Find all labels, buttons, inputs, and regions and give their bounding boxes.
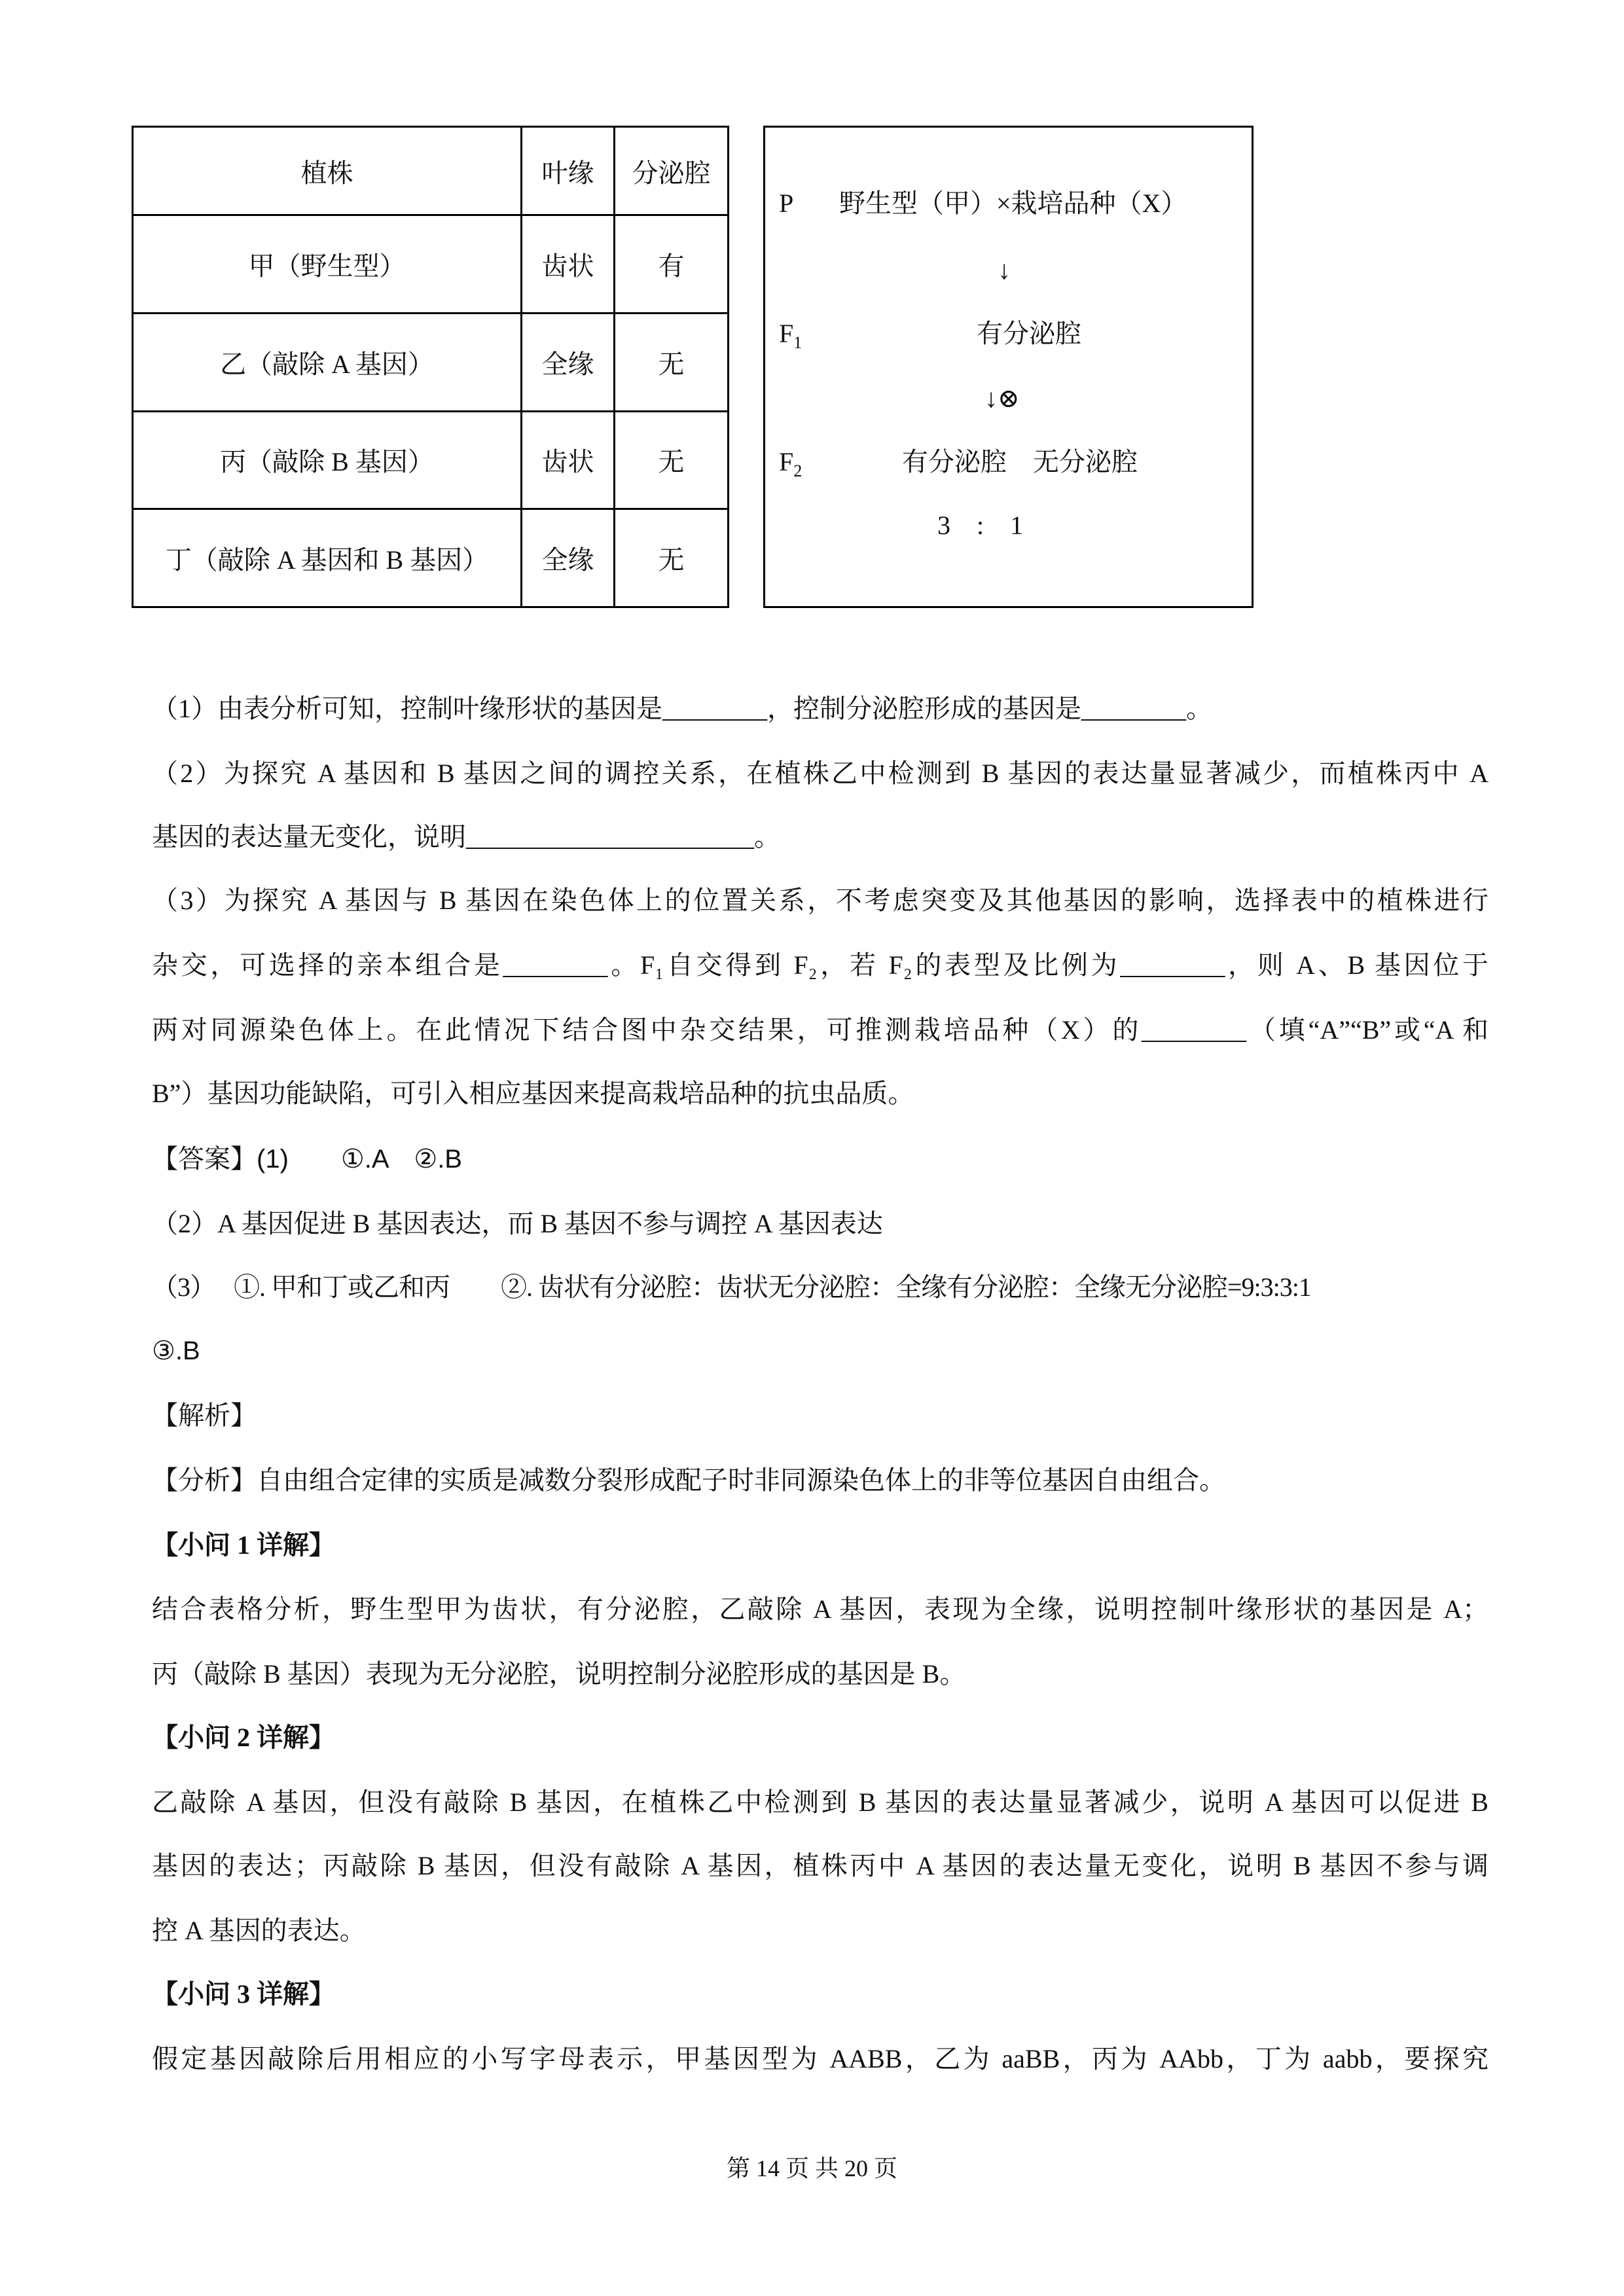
f2-sub: 2 [793, 461, 803, 480]
f1-sub: 1 [793, 333, 803, 352]
table-row [133, 411, 729, 509]
subq-3-heading: 【小问 3 详解】 [152, 1979, 335, 2009]
f2-text: 有分泌腔 无分泌腔 [902, 447, 1138, 476]
cell: 全缘 [522, 509, 615, 607]
cell: 甲（野生型） [133, 215, 522, 314]
f2-letter: F [779, 447, 794, 476]
question-2-cont: 基因的表达量无变化，说明______________________。 [152, 822, 780, 852]
arrow-down-icon: ↓ [998, 255, 1011, 285]
subq-2-text: 基因的表达；丙敲除 B 基因，但没有敲除 A 基因，植株丙中 A 基因的表达量无变化，说明 B 基因不参与调 [152, 1851, 1489, 1880]
question-2: （2）为探究 A 基因和 B 基因之间的调控关系，在植株乙中检测到 B 基因的表达量显著减少，而植株丙中 A [152, 759, 1489, 788]
cell: 齿状 [522, 215, 615, 314]
answer-1: 【答案】(1) ①.A ②.B [152, 1145, 462, 1174]
answer-3: （3） ①. 甲和丁或乙和丙 ②. 齿状有分泌腔：齿状无分泌腔：全缘有分泌腔：全缘无分泌腔=9:3:3:1 [152, 1272, 1311, 1302]
cell: 全缘 [522, 313, 615, 411]
cell: 齿状 [522, 411, 615, 509]
cell: 丙（敲除 B 基因） [133, 411, 522, 509]
question-3-cont: B”）基因功能缺陷，可引入相应基因来提高栽培品种的抗虫品质。 [152, 1079, 914, 1108]
cell: 丁（敲除 A 基因和 B 基因） [133, 509, 522, 607]
subq-1-text: 结合表格分析，野生型甲为齿状，有分泌腔，乙敲除 A 基因，表现为全缘，说明控制叶缘形状的基因是 A； [152, 1594, 1489, 1624]
table-header-row [133, 127, 729, 215]
cell: 无 [615, 509, 729, 607]
plant-table [132, 126, 729, 608]
f1-text: 有分泌腔 [977, 319, 1081, 348]
subq-1-text: 丙（敲除 B 基因）表现为无分泌腔，说明控制分泌腔形成的基因是 B。 [152, 1659, 966, 1689]
ratio: 3 : 1 [937, 511, 1024, 540]
page-footer: 第 14 页 共 20 页 [726, 2155, 897, 2181]
cell: 乙（敲除 A 基因） [133, 313, 522, 411]
cell: 有 [615, 215, 729, 314]
table-row [133, 313, 729, 411]
subq-3-text: 假定基因敲除后用相应的小写字母表示，甲基因型为 AABB，乙为 aaBB，丙为 AAbb，丁为 aabb，要探究 [152, 2044, 1489, 2073]
question-1: （1）由表分析可知，控制叶缘形状的基因是________，控制分泌腔形成的基因是________。 [152, 694, 1212, 723]
cell: 无 [615, 313, 729, 411]
analysis-text: 【分析】自由组合定律的实质是减数分裂形成配子时非同源染色体上的非等位基因自由组合。 [152, 1465, 1225, 1495]
header-cell: 植株 [133, 127, 522, 215]
analysis-heading: 【解析】 [152, 1401, 257, 1430]
question-3-cont: 两对同源染色体上。在此情况下结合图中杂交结果，可推测栽培品种（X）的________（填“A”“B”或“A 和 [152, 1015, 1489, 1045]
subq-1-heading: 【小问 1 详解】 [152, 1530, 335, 1560]
subq-2-heading: 【小问 2 详解】 [152, 1723, 335, 1752]
table-row [133, 215, 729, 314]
p-label: P [779, 188, 794, 218]
subq-2-text: 控 A 基因的表达。 [152, 1916, 366, 1945]
answer-3-cont: ③.B [152, 1336, 200, 1365]
selfing-arrow-icon: ↓⊗ [984, 384, 1020, 413]
table-row [133, 509, 729, 607]
f1-letter: F [779, 319, 794, 348]
f2-label [779, 446, 802, 487]
subq-2-text: 乙敲除 A 基因，但没有敲除 B 基因，在植株乙中检测到 B 基因的表达量显著减少，说明 A 基因可以促进 B [152, 1787, 1489, 1817]
question-3-cont: 杂交，可选择的亲本组合是________。F₁自交得到 F₂，若 F₂的表型及比例为________，则 A、B 基因位于 [152, 950, 1489, 980]
cell: 无 [615, 411, 729, 509]
p-cross: 野生型（甲）×栽培品种（X） [839, 188, 1187, 218]
question-3: （3）为探究 A 基因与 B 基因在染色体上的位置关系，不考虑突变及其他基因的影响，选择表中的植株进行 [152, 886, 1489, 915]
header-cell: 叶缘 [522, 127, 615, 215]
header-cell: 分泌腔 [615, 127, 729, 215]
f1-label [779, 318, 802, 359]
answer-2: （2）A 基因促进 B 基因表达，而 B 基因不参与调控 A 基因表达 [152, 1209, 883, 1238]
